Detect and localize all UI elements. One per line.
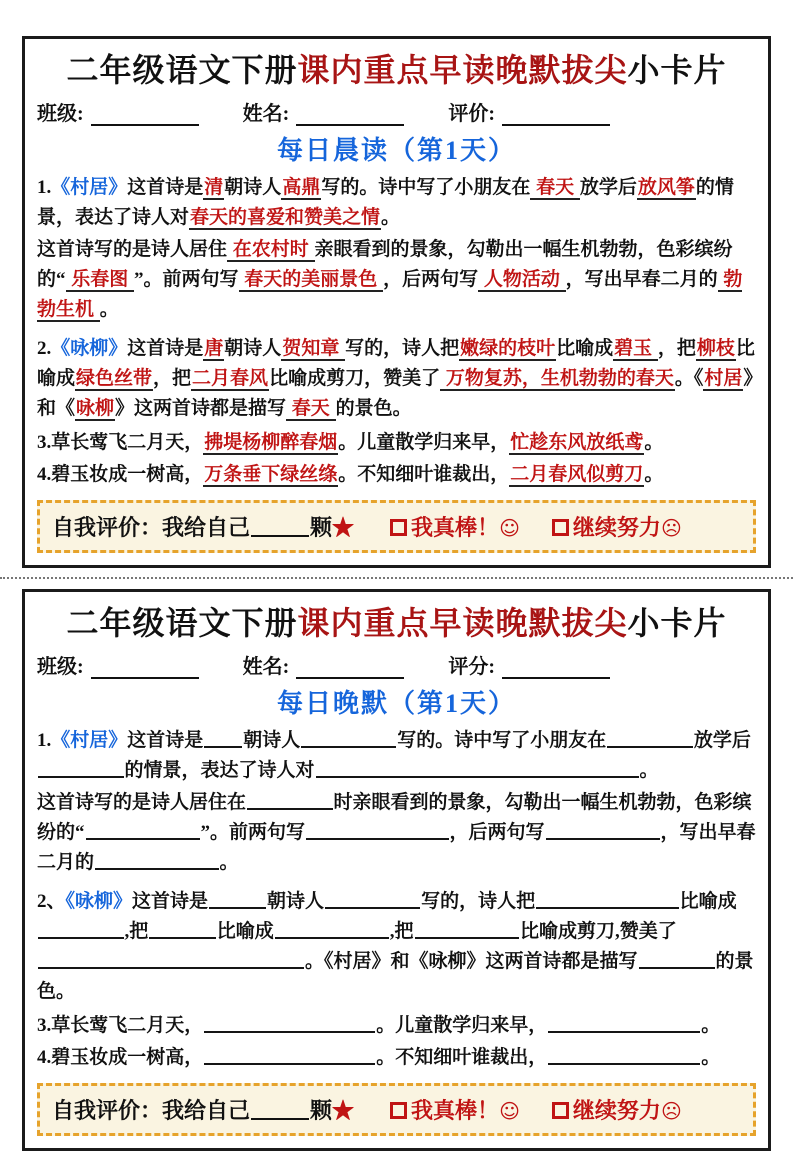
blank-line[interactable] [86, 825, 200, 840]
text-segment: 比喻成剪刀，赞美了 [269, 368, 441, 390]
score-label: 评分: [448, 656, 496, 679]
checkbox[interactable] [390, 519, 407, 536]
text-segment: ,把 [389, 921, 414, 943]
text-segment: 春天 [287, 398, 335, 420]
text-segment: 。 [639, 760, 659, 782]
text-segment: 《村居》 [51, 730, 128, 752]
text-segment: 柳枝 [696, 338, 735, 360]
text-segment: 乐春图 [66, 269, 134, 291]
text-segment: 拂堤杨柳醉春烟 [204, 432, 338, 454]
text-segment: 小卡片 [627, 52, 727, 88]
text-segment: 。不知细叶谁裁出， [338, 464, 510, 486]
paragraph [37, 1011, 756, 1041]
text-segment: 。 [219, 852, 239, 874]
text-segment: 朝诗人 [243, 730, 301, 752]
text-segment: 这首诗是 [127, 177, 204, 198]
text-segment: 2、 [37, 891, 66, 913]
paragraph [37, 428, 756, 458]
text-segment: 二月春风 [192, 368, 269, 390]
paragraph [37, 235, 756, 325]
text-segment: 。《村居》和《咏柳》这两首诗都是描写 [305, 951, 638, 973]
text-segment: 人物活动 [479, 269, 565, 291]
evening-dictation-card [22, 589, 771, 1151]
class-blank-line[interactable] [91, 108, 199, 126]
checkbox[interactable] [552, 519, 569, 536]
text-segment: 。 [701, 1015, 721, 1037]
text-segment: 二年级语文下册 [66, 605, 298, 642]
class-label: 班级: [37, 656, 84, 679]
info-row [37, 650, 754, 679]
text-segment: 在农村时 [228, 239, 314, 261]
card-body [37, 726, 756, 1073]
morning-reading-card [22, 36, 771, 568]
card-title [37, 45, 756, 91]
text-segment: 春天的美丽景色 [239, 269, 383, 291]
text-segment: 写的。诗中写了小朋友在 [321, 177, 531, 198]
text-segment: 放学后 [579, 177, 637, 198]
text-segment: 《咏柳》 [51, 338, 128, 360]
sad-face-icon: ☹ [660, 516, 682, 541]
text-segment: 自我评价：我给自己 [52, 1098, 251, 1124]
text-segment: 比喻成 [556, 338, 614, 360]
text-segment: 朝诗人 [267, 891, 325, 913]
text-segment: 春天 [531, 177, 579, 198]
sad-face-icon: ☹ [660, 1099, 682, 1124]
blank-line[interactable] [95, 855, 219, 870]
text-segment: 。《 [674, 368, 704, 390]
text-segment: 的情景，表达了诗人对 [124, 760, 315, 782]
text-segment: 比喻成 [679, 891, 737, 913]
paragraph [37, 460, 756, 490]
text-segment: 。 [701, 1047, 721, 1069]
text-segment: 村居 [704, 368, 743, 390]
text-segment: 写的。诗中写了小朋友在 [397, 730, 607, 752]
self-evaluation-box [37, 500, 756, 553]
text-segment: 忙趁东风放纸鸢 [510, 432, 644, 454]
name-label: 姓名: [242, 103, 290, 125]
text-segment: 这首诗写的是诗人居住在 [37, 792, 247, 814]
self-evaluation-box [37, 1083, 756, 1136]
text-segment: 比喻成剪刀,赞美了 [520, 921, 677, 943]
blank-line[interactable] [536, 894, 679, 909]
text-segment: 。不知细叶谁裁出， [376, 1047, 548, 1069]
blank-line[interactable] [275, 924, 389, 939]
text-segment: 自我评价：我给自己 [52, 515, 251, 541]
paragraph [37, 173, 756, 233]
name-field [243, 650, 405, 679]
text-segment: 。 [644, 464, 664, 486]
text-segment: 这首诗是 [127, 338, 204, 360]
blank-line[interactable] [548, 1018, 700, 1033]
text-segment: 二月春风似剪刀 [510, 464, 644, 486]
paragraph [37, 1043, 756, 1073]
text-segment: 咏柳 [76, 398, 115, 420]
text-segment: 。儿童散学归来早， [338, 432, 510, 454]
text-segment: 亲眼看到的景象，勾勒出一幅生机勃勃，色彩缤纷的“ [37, 239, 733, 291]
paragraph [37, 726, 756, 786]
score-field [448, 97, 610, 126]
blank-line[interactable] [546, 825, 660, 840]
text-segment: ，写出早春二月的 [565, 269, 718, 291]
text-segment: 继续努力 [572, 1098, 661, 1124]
blank-line[interactable] [38, 954, 304, 969]
text-segment: 2. [37, 338, 52, 360]
text-segment: 这首诗写的是诗人居住 [37, 239, 228, 261]
text-segment: 4.碧玉妆成一树高， [37, 1047, 204, 1069]
blank-line[interactable] [316, 763, 639, 778]
score-blank-line[interactable] [502, 108, 610, 126]
text-segment: 嫩绿的枝叶 [460, 338, 556, 360]
text-segment: ，把 [657, 338, 696, 360]
text-segment: 颗 [310, 1098, 333, 1124]
blank-line[interactable] [548, 1050, 700, 1065]
class-field [37, 650, 199, 679]
text-segment: 绿色丝带 [76, 368, 153, 390]
text-segment: ，后两句写 [383, 269, 479, 291]
blank-line[interactable] [204, 1050, 375, 1065]
text-segment: 朝诗人 [224, 338, 282, 360]
section-heading: 每日晨读（第1天） [276, 136, 516, 165]
blank-line[interactable] [639, 954, 715, 969]
class-label: 班级: [37, 103, 84, 125]
name-blank-line[interactable] [296, 108, 404, 126]
text-segment: 写的，诗人把 [421, 891, 536, 913]
text-segment: 我真棒！ [411, 515, 500, 541]
star-icon: ★ [332, 1098, 355, 1124]
text-segment: 这首诗是 [127, 730, 204, 752]
blank-line[interactable] [325, 894, 420, 909]
text-segment: ，把 [153, 368, 192, 390]
blank-line[interactable] [38, 763, 124, 778]
text-segment: 碧玉 [614, 338, 657, 360]
text-segment: 。 [644, 432, 664, 454]
blank-line[interactable] [38, 924, 124, 939]
text-segment: 高鼎 [282, 177, 321, 198]
card-body [37, 173, 756, 490]
text-segment: 的景色。 [37, 951, 754, 1003]
smiley-face-icon: ☺ [499, 1099, 520, 1124]
text-segment: 1. [37, 730, 52, 752]
text-segment: 贺知章 [282, 338, 345, 360]
text-segment: 1. [37, 177, 52, 198]
class-blank-line[interactable] [91, 661, 199, 679]
text-segment: 《村居》 [51, 177, 128, 198]
text-segment: 放学后 [693, 730, 751, 752]
text-segment: 继续努力 [572, 515, 661, 541]
name-label: 姓名: [242, 656, 290, 679]
text-segment: 我真棒！ [411, 1098, 500, 1124]
blank-line[interactable] [251, 1105, 309, 1120]
class-field [37, 97, 199, 126]
text-segment: 4.碧玉妆成一树高， [37, 464, 204, 486]
info-row [37, 97, 754, 126]
text-segment: 放风筝 [637, 177, 695, 198]
text-segment: 3.草长莺飞二月天， [37, 432, 204, 454]
text-segment: 课内重点早读晚默拔尖 [297, 52, 628, 88]
blank-line[interactable] [209, 894, 266, 909]
text-segment: 。 [99, 299, 119, 321]
text-segment: 比喻成 [216, 921, 274, 943]
score-label: 评价: [448, 103, 496, 125]
text-segment: 3.草长莺飞二月天， [37, 1015, 204, 1037]
name-blank-line[interactable] [296, 661, 404, 679]
text-segment: 这首诗是 [132, 891, 209, 913]
score-field [448, 650, 610, 679]
card-title [37, 598, 756, 644]
text-segment: 小卡片 [627, 605, 727, 642]
text-segment: 唐 [204, 338, 224, 360]
blank-line[interactable] [204, 733, 242, 748]
text-segment: ，后两句写 [449, 822, 545, 844]
paragraph [37, 334, 756, 424]
text-segment: 勃勃生机 [37, 269, 743, 321]
section-heading: 每日晚默（第1天） [276, 689, 516, 719]
text-segment: 二年级语文下册 [66, 52, 298, 88]
text-segment: ,把 [124, 921, 149, 943]
text-segment: 颗 [310, 515, 333, 541]
text-segment: 《咏柳》 [65, 891, 133, 913]
blank-line[interactable] [415, 924, 520, 939]
blank-line[interactable] [306, 825, 449, 840]
text-segment: 的景色。 [335, 398, 412, 420]
cut-separator [0, 577, 793, 579]
text-segment: 比喻成 [37, 338, 755, 390]
text-segment: 》和《 [37, 368, 753, 420]
score-blank-line[interactable] [502, 661, 610, 679]
text-segment: 写的，诗人把 [345, 338, 460, 360]
text-segment: 朝诗人 [224, 177, 282, 198]
text-segment: 清 [204, 177, 224, 198]
checkbox[interactable] [390, 1102, 407, 1119]
paragraph [37, 887, 756, 1007]
name-field [243, 97, 405, 126]
smiley-face-icon: ☺ [499, 516, 520, 541]
text-segment: ，写出早春二月的 [37, 822, 756, 874]
text-segment: ”。前两句写 [134, 269, 239, 291]
text-segment: 。 [381, 207, 401, 229]
text-segment: 万条垂下绿丝绦 [204, 464, 338, 486]
text-segment: 春天的喜爱和赞美之情 [190, 207, 381, 229]
text-segment: 的情景，表达了诗人对 [37, 177, 734, 229]
checkbox[interactable] [552, 1102, 569, 1119]
text-segment: 。儿童散学归来早， [376, 1015, 548, 1037]
text-segment: 万物复苏，生机勃勃的春天 [441, 368, 674, 390]
blank-line[interactable] [149, 924, 216, 939]
text-segment: 课内重点早读晚默拔尖 [297, 605, 628, 642]
blank-line[interactable] [251, 522, 309, 537]
paragraph [37, 788, 756, 878]
text-segment: 》这两首诗都是描写 [115, 398, 287, 420]
text-segment: 时亲眼看到的景象，勾勒出一幅生机勃勃，色彩缤纷的“ [37, 792, 752, 844]
blank-line[interactable] [247, 795, 333, 810]
blank-line[interactable] [607, 733, 693, 748]
blank-line[interactable] [204, 1018, 375, 1033]
blank-line[interactable] [301, 733, 396, 748]
text-segment: ”。前两句写 [200, 822, 306, 844]
star-icon: ★ [332, 515, 355, 541]
